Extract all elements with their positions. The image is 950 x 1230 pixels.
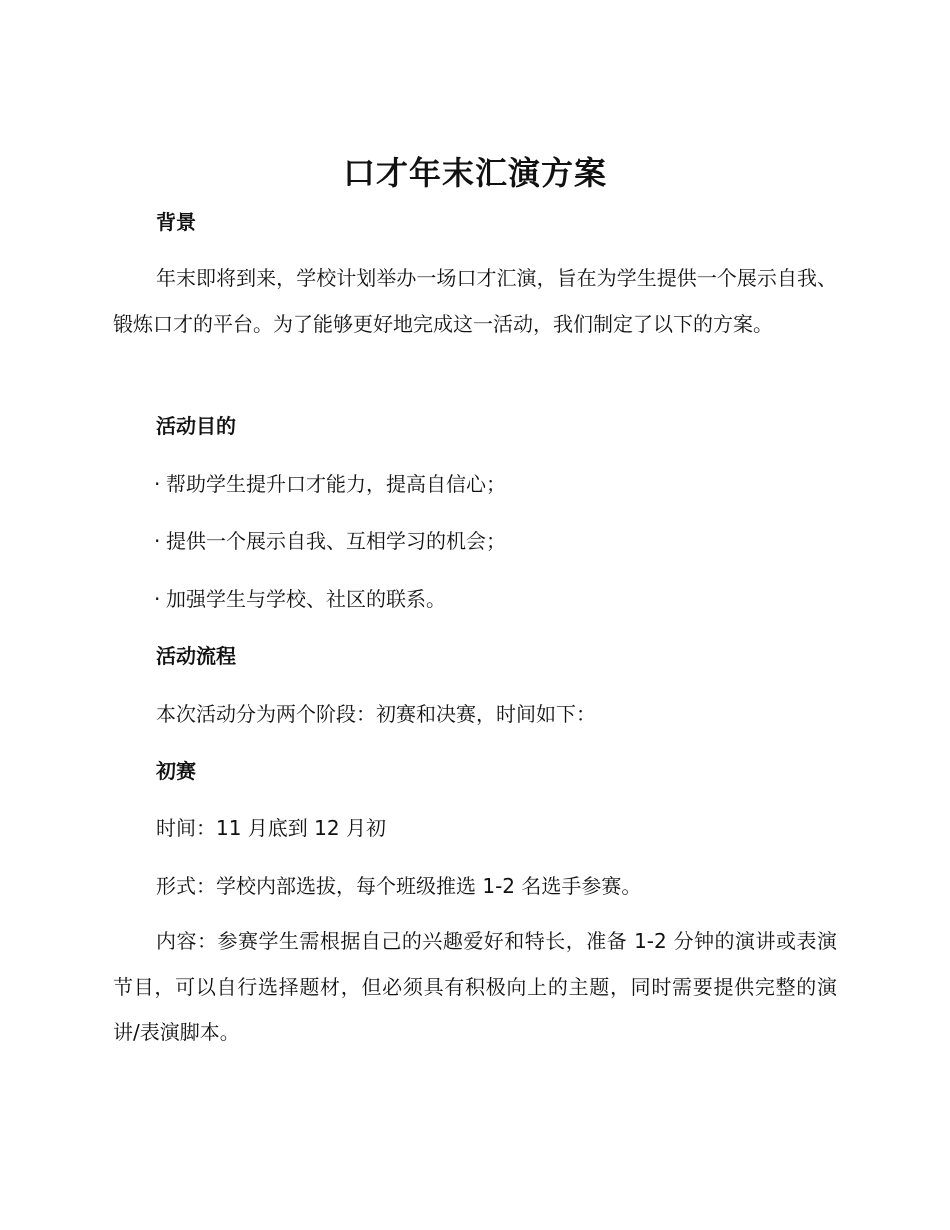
- process-intro: 本次活动分为两个阶段：初赛和决赛，时间如下：: [156, 702, 596, 726]
- purpose-bullet-item: [154, 585, 446, 613]
- bullet-marker: ·: [154, 472, 161, 496]
- purpose-item-text: 加强学生与学校、社区的联系。: [166, 587, 446, 611]
- bullet-marker: ·: [154, 529, 161, 553]
- preliminary-content: 内容：参赛学生需根据自己的兴趣爱好和特长，准备 1-2 分钟的演讲或表演节目，可以自行选择题材，但必须具有积极向上的主题，同时需要提供完整的演讲/表演脚本。: [113, 929, 837, 1044]
- section-heading-preliminary: 初赛: [156, 759, 196, 783]
- document-title: 口才年末汇演方案: [342, 154, 607, 192]
- bullet-marker: ·: [154, 587, 161, 611]
- section-heading-background: 背景: [156, 210, 196, 234]
- purpose-bullet-item: [154, 470, 506, 498]
- preliminary-format: 形式：学校内部选拔，每个班级推选 1-2 名选手参赛。: [156, 874, 642, 898]
- purpose-bullet-item: [154, 527, 506, 555]
- background-paragraph: 年末即将到来，学校计划举办一场口才汇演，旨在为学生提供一个展示自我、锻炼口才的平台。为了能够更好地完成这一活动，我们制定了以下的方案。: [113, 266, 837, 336]
- purpose-item-text: 提供一个展示自我、互相学习的机会；: [166, 529, 506, 553]
- preliminary-time: 时间：11 月底到 12 月初: [156, 816, 386, 840]
- section-heading-purpose: 活动目的: [156, 414, 236, 438]
- section-heading-process: 活动流程: [156, 644, 236, 668]
- purpose-item-text: 帮助学生提升口才能力，提高自信心；: [166, 472, 506, 496]
